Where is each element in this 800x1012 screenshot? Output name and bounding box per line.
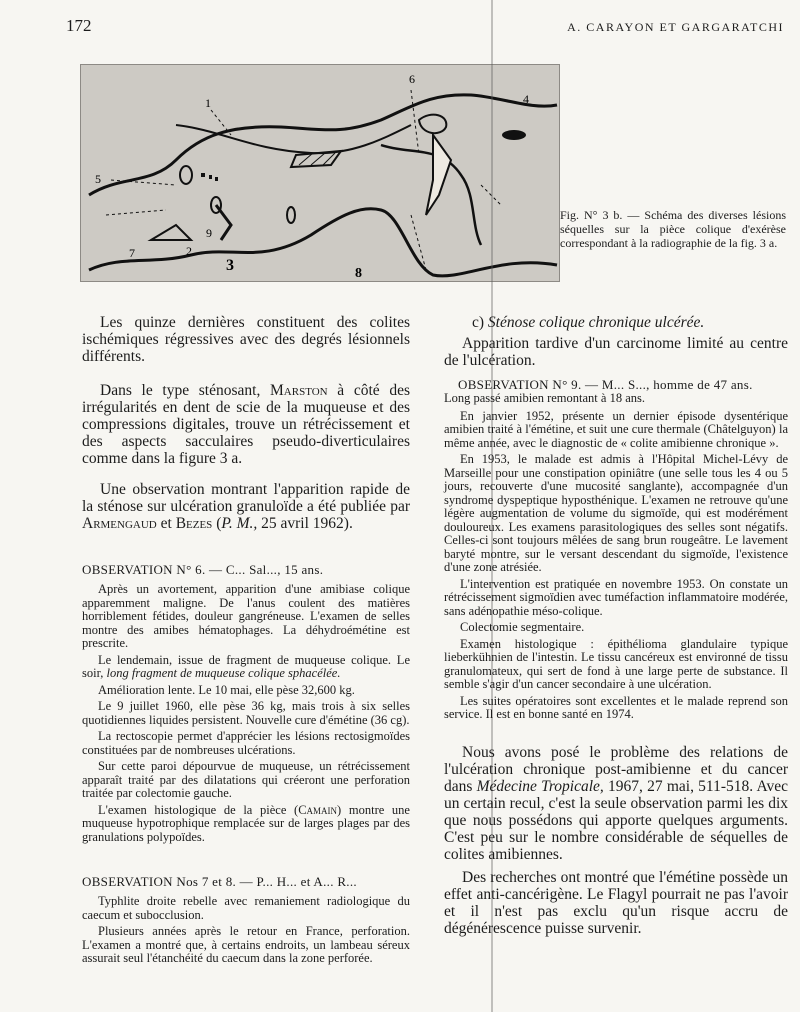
paragraph: En janvier 1952, présente un dernier épisode dysentérique amibien traité à l'émétine, et suit une cure thermale (Châtelguyon) la même année, avec le diagnostic de « colite amibienne chronique ». bbox=[444, 408, 788, 450]
observation-heading: OBSERVATION Nos 7 et 8. — P... H... et A... R... bbox=[82, 874, 357, 889]
text-span: Le lendemain, issue de fragment de muqueuse colique. Le soir, bbox=[82, 652, 410, 680]
paragraph: Examen histologique : épithélioma glandulaire typique lieberkühnien de l'intestin. Le tissu cancéreux est environné de tissu granulomateux, qui sert de fond à une large perte de substance. Il semble s'agir d'un cancer secondaire à une ulcération. bbox=[444, 636, 788, 691]
text-span: ) montre une muqueuse hypotrophique remplacée sur de larges plages par des granulations polypoïdes. bbox=[82, 802, 410, 844]
paragraph bbox=[82, 481, 410, 532]
colon-lesion-diagram bbox=[81, 65, 559, 281]
text-span: et bbox=[160, 515, 172, 532]
text-span: L'examen histologique de la pièce ( bbox=[98, 802, 299, 817]
paragraph: Les suites opératoires sont excellentes et le malade reprend son service. Il est en bonne santé en 1974. bbox=[444, 693, 788, 721]
figure-label: 9 bbox=[206, 226, 212, 240]
text-span: 1967, 27 mai, 511-518. Avec un certain recul, c'est la seule observation parmi les dix que nous possédons qui apporte quelques arguments. C'est peu sur le nombre considérable de séquelles de colites amibiennes. bbox=[444, 777, 789, 863]
right-column bbox=[444, 314, 788, 937]
section-title: Sténose colique chronique ulcérée. bbox=[487, 314, 705, 331]
paragraph: Amélioration lente. Le 10 mai, elle pèse 32,600 kg. bbox=[98, 682, 355, 697]
figure-label: 3 bbox=[226, 257, 234, 274]
paragraph: Plusieurs années après le retour en France, perforation. L'examen a montré que, à certains endroits, un lambeau séreux assurait seul l'étanchéité du caecum dans la zone perforée. bbox=[82, 924, 410, 965]
paragraph: Colectomie segmentaire. bbox=[460, 620, 585, 634]
running-head: A. CARAYON ET GARGARATCHI bbox=[567, 20, 784, 34]
paragraph: Les quinze dernières constituent des colites ischémiques régressives avec des degrés lésionnels différents. bbox=[82, 314, 410, 365]
paragraph: En 1953, le malade est admis à l'Hôpital Michel-Lévy de Marseille pour une constipation opiniâtre (une selle tous les 4 ou 5 jours, recouverte d'une mucosité sanglante), accompagnée d'un syndrome dyspeptique hyposthénique. L'examen ne retrouve qu'une légère augmentation de volume du sigmoïde, qui est modérément douloureux. Les examens parasitologiques des selles sont négatifs. Celles-ci sont toujours mêlées de sang brun rougeâtre. Le lavement baryté montre, sur le versant descendant du sigmoïde, l'existence d'une zone atrésiée. bbox=[444, 452, 788, 574]
author-name: Bezes bbox=[175, 515, 213, 532]
section-letter: c) bbox=[472, 314, 485, 331]
figure-label: 8 bbox=[355, 266, 362, 281]
figure-caption: Fig. N° 3 b. — Schéma des diverses lésions séquelles sur la pièce colique d'exérèse correspondant à la radiographie de la fig. 3 a. bbox=[560, 208, 786, 250]
figure-label: 2 bbox=[186, 244, 192, 258]
paragraph bbox=[82, 382, 410, 467]
paragraph bbox=[82, 804, 410, 845]
paragraph: La rectoscopie permet d'apprécier les lésions rectosigmoïdes constituées par de nombreuses ulcérations. bbox=[82, 729, 410, 757]
observation-heading: OBSERVATION N° 6. — C... Sal..., 15 ans. bbox=[82, 562, 324, 577]
figure-label: 7 bbox=[129, 246, 135, 260]
observation-heading: OBSERVATION N° 9. — M... S..., homme de 47 ans. bbox=[458, 377, 753, 392]
figure-label: 6 bbox=[409, 72, 415, 86]
journal-ref: P. M., bbox=[221, 515, 258, 532]
text-span: ( bbox=[216, 515, 222, 532]
paragraph: L'intervention est pratiquée en novembre 1953. On constate un rétrécissement sigmoïdien avec tuméfaction inflammatoire modérée, sans adénopathie méso-colique. bbox=[444, 576, 788, 618]
text-span: 25 avril 1962). bbox=[261, 515, 353, 532]
section-heading bbox=[472, 314, 788, 331]
text-span: Dans le type sténosant, bbox=[100, 382, 261, 399]
paragraph bbox=[82, 654, 410, 681]
text-span: Nous avons posé le problème des relations de l'ulcération chronique post-amibienne et du cancer dans bbox=[444, 743, 788, 795]
page-number: 172 bbox=[66, 16, 92, 35]
figure-schematic bbox=[80, 64, 560, 282]
text-span: à côté des irrégularités en dent de scie de la muqueuse et des compressions digitales, trouve un rétrécissement et des aspects sacculaires pseudo-diverticulaires comme dans la figure 3 a. bbox=[82, 382, 411, 467]
paragraph: Sur cette paroi dépourvue de muqueuse, un rétrécissement apparaît traité par des dilatations qui créeront une perforation traitée par colectomie gauche. bbox=[82, 759, 410, 800]
figure-label: 4 bbox=[523, 92, 529, 106]
text-span: Une observation montrant l'apparition rapide de la sténose sur ulcération granuloïde a été publiée par bbox=[82, 481, 410, 515]
left-column bbox=[82, 314, 410, 966]
observation-subheading: Long passé amibien remontant à 18 ans. bbox=[444, 391, 645, 405]
paragraph: Apparition tardive d'un carcinome limité au centre de l'ulcération. bbox=[444, 335, 788, 369]
paragraph: Le 9 juillet 1960, elle pèse 36 kg, mais trois à six selles quotidiennes liquides persistent. Nouvelle cure d'émétine (36 cg). bbox=[82, 699, 410, 727]
paragraph: Typhlite droite rebelle avec remaniement radiologique du caecum et subocclusion. bbox=[82, 894, 410, 922]
italic-text: long fragment de muqueuse colique sphacélée. bbox=[106, 666, 341, 680]
paragraph bbox=[444, 744, 788, 863]
author-name: Marston bbox=[270, 382, 328, 399]
author-name: Armengaud bbox=[82, 515, 157, 532]
figure-label: 1 bbox=[205, 96, 211, 110]
paragraph: Des recherches ont montré que l'émétine possède un effet anti-cancérigène. Le Flagyl pourrait ne pas l'avoir et il n'est pas exclu qu'un risque accru de dégénérescence puisse survenir. bbox=[444, 868, 788, 937]
paragraph: Après un avortement, apparition d'une amibiase colique apparemment maligne. De l'anus coulent des matières horriblement fétides, douleur gangréneuse. L'examen de selles montre des amibes hématophages. La déhydroémétine est prescrite. bbox=[82, 582, 410, 650]
author-name: Camain bbox=[298, 802, 338, 817]
figure-label: 5 bbox=[95, 172, 101, 186]
journal-ref: Médecine Tropicale, bbox=[476, 777, 604, 795]
lesion-dark bbox=[502, 130, 526, 140]
